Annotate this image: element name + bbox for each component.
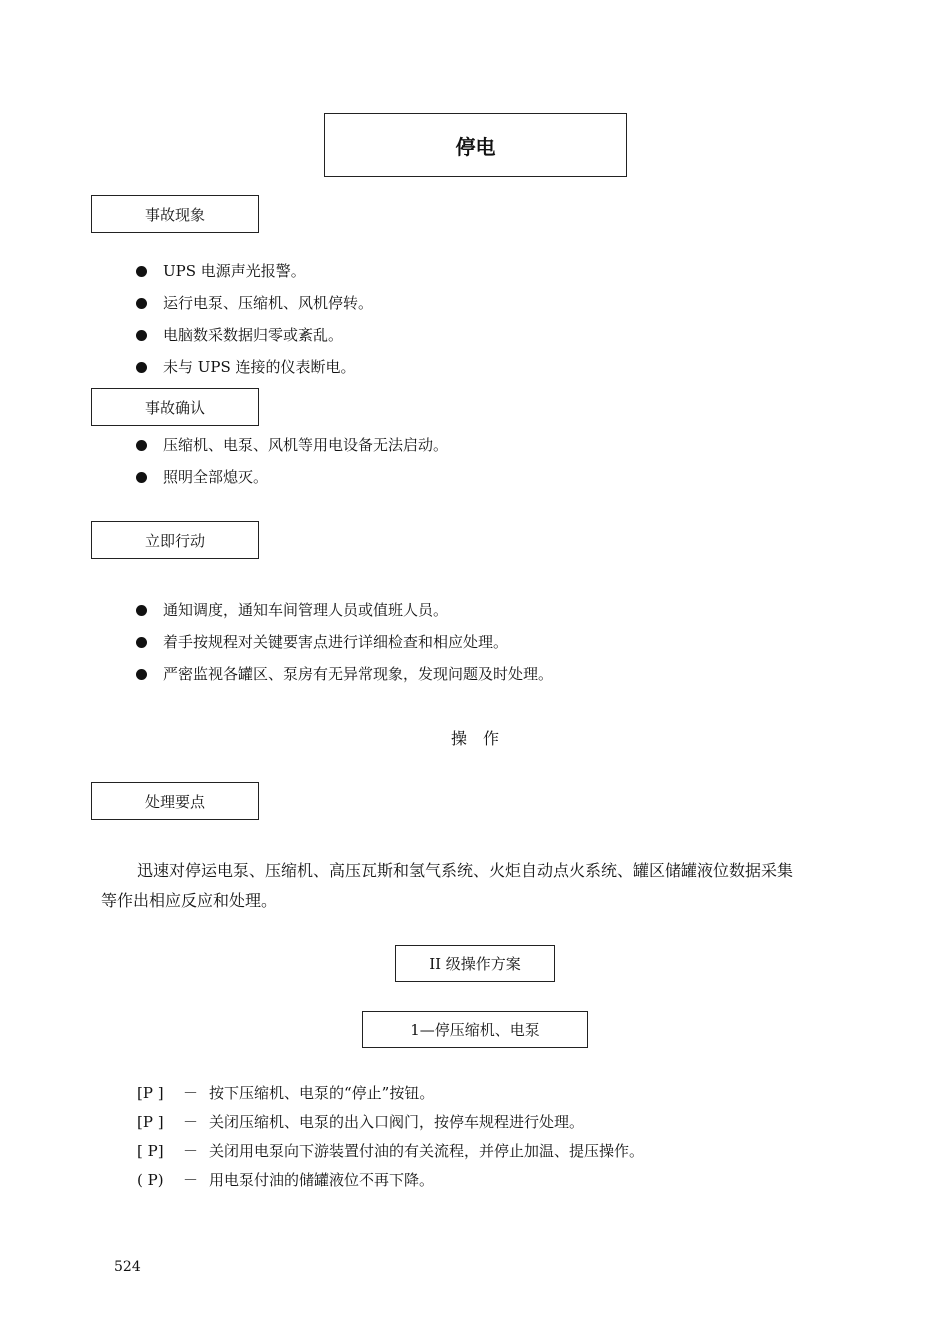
bullet-icon (136, 440, 147, 451)
section-label-confirm: 事故确认 (91, 388, 259, 426)
plan-level-box: II 级操作方案 (395, 945, 555, 982)
page-title: 停电 (324, 113, 627, 177)
step-text: 关闭用电泵向下游装置付油的有关流程，并停止加温、提压操作。 (209, 1142, 645, 1160)
section-label-phenomenon: 事故现象 (91, 195, 259, 233)
list-item: 电脑数采数据归零或紊乱。 (136, 319, 373, 351)
step-dash: － (183, 1084, 199, 1102)
confirm-list (136, 429, 448, 493)
step-code: ( P) (137, 1171, 164, 1189)
bullet-icon (136, 362, 147, 373)
step-code: [ P] (137, 1142, 164, 1160)
bullet-icon (136, 472, 147, 483)
step-text: 关闭压缩机、电泵的出入口阀门，按停车规程进行处理。 (209, 1113, 585, 1131)
step-code: [P ] (137, 1113, 164, 1131)
list-item: 运行电泵、压缩机、风机停转。 (136, 287, 373, 319)
list-item: 照明全部熄灭。 (136, 461, 448, 493)
bullet-icon (136, 330, 147, 341)
bullet-icon (136, 298, 147, 309)
bullet-icon (136, 266, 147, 277)
list-item: UPS 电源声光报警。 (136, 255, 373, 287)
list-item: 通知调度，通知车间管理人员或值班人员。 (136, 594, 553, 626)
list-item: 压缩机、电泵、风机等用电设备无法启动。 (136, 429, 448, 461)
step-item (137, 1108, 644, 1137)
step-dash: － (183, 1113, 199, 1131)
bullet-icon (136, 605, 147, 616)
key-points-line-1: 迅速对停运电泵、压缩机、高压瓦斯和氢气系统、火炬自动点火系统、罐区储罐液位数据采集 (137, 861, 794, 880)
plan-step-box: 1—停压缩机、电泵 (362, 1011, 588, 1048)
phenomenon-list (136, 255, 373, 383)
list-item: 严密监视各罐区、泵房有无异常现象，发现问题及时处理。 (136, 658, 553, 690)
bullet-icon (136, 669, 147, 680)
section-label-key-points: 处理要点 (91, 782, 259, 820)
section-label-action: 立即行动 (91, 521, 259, 559)
step-text: 按下压缩机、电泵的“停止”按钮。 (209, 1084, 435, 1102)
key-points-line-2: 等作出相应反应和处理。 (101, 891, 278, 910)
list-item: 未与 UPS 连接的仪表断电。 (136, 351, 373, 383)
step-text: 用电泵付油的储罐液位不再下降。 (209, 1171, 435, 1189)
step-code: [P ] (137, 1084, 164, 1102)
page-number: 524 (114, 1259, 141, 1275)
step-dash: － (183, 1142, 199, 1160)
step-dash: － (183, 1171, 199, 1189)
list-item: 着手按规程对关键要害点进行详细检查和相应处理。 (136, 626, 553, 658)
operation-steps (137, 1079, 644, 1195)
step-item (137, 1166, 644, 1195)
step-item (137, 1079, 644, 1108)
bullet-icon (136, 637, 147, 648)
step-item (137, 1137, 644, 1166)
action-list (136, 594, 553, 690)
operation-heading: 操 作 (450, 729, 499, 748)
